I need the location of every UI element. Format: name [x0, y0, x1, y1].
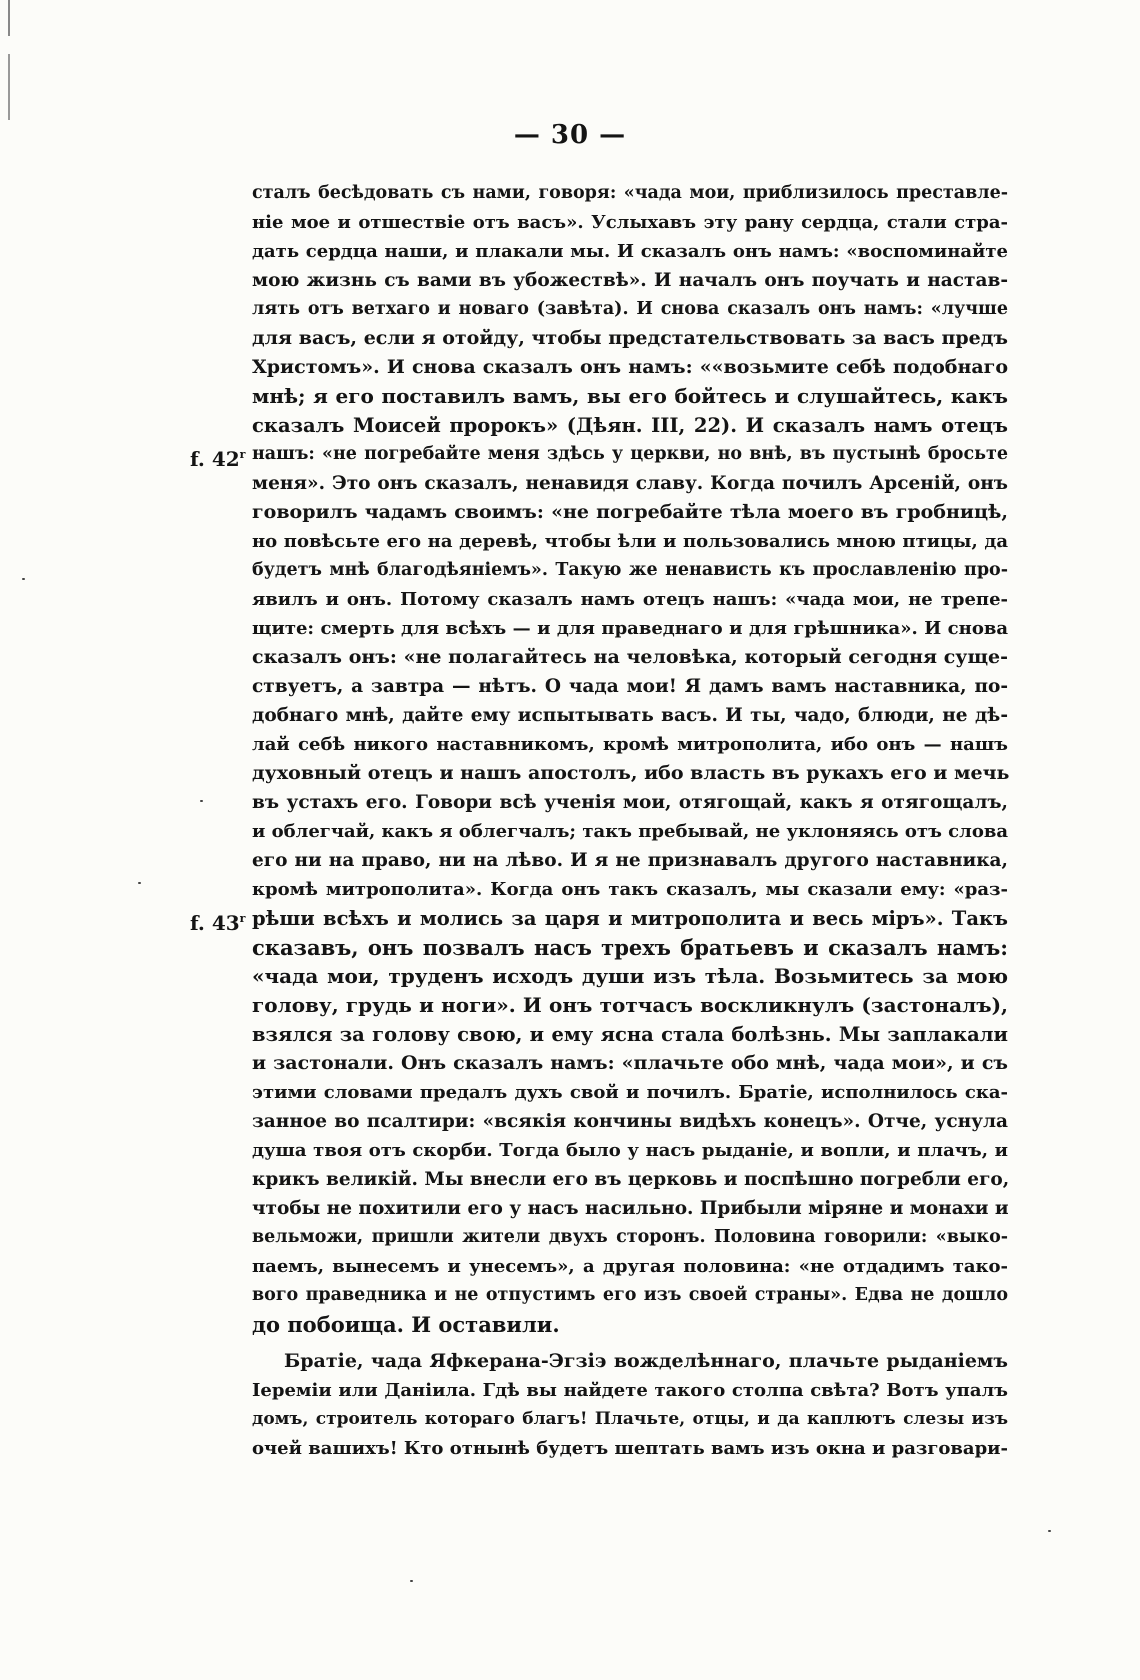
main-text — [252, 179, 1008, 1463]
text-line: для васъ, если я отойду, чтобы предстательствовать за васъ предъ — [252, 327, 1008, 349]
text-line: лай себѣ никого наставникомъ, кромѣ митрополита, ибо онъ — нашъ — [252, 734, 1008, 755]
text-line: добнаго мнѣ, дайте ему испытывать васъ. И ты, чадо, блюди, не дѣ- — [252, 705, 1008, 726]
text-line: ствуетъ, а завтра — нѣтъ. О чада мои! Я дамъ вамъ наставника, по- — [252, 676, 1008, 697]
text-line: «чада мои, труденъ исходъ души изъ тѣла. Возьмитесь за мою — [252, 964, 1008, 988]
margin-folio-ref — [190, 440, 245, 474]
paper-speck — [22, 578, 25, 580]
paper-speck — [200, 800, 203, 802]
text-line: Братіе, чада Яфкерана-Эгзіэ вожделѣннаго, плачьте рыданіемъ — [284, 1350, 1008, 1372]
text-line: рѣши всѣхъ и молись за царя и митрополита и весь міръ». Такъ — [252, 907, 1008, 930]
text-line: духовный отецъ и нашъ апостолъ, ибо власть въ рукахъ его и мечь — [252, 762, 1010, 784]
margin-folio-sup: r — [239, 912, 246, 925]
text-line: меня». Это онъ сказалъ, ненавидя славу. Когда почилъ Арсеній, онъ — [252, 473, 1008, 494]
margin-folio-ref — [190, 904, 245, 938]
text-line: ніе мое и отшествіе отъ васъ». Услыхавъ эту рану сердца, стали стра- — [252, 212, 1008, 233]
text-line: дать сердца наши, и плакали мы. И сказалъ онъ намъ: «воспоминайте — [252, 241, 1008, 262]
margin-folio-label: f. 42 — [190, 447, 240, 471]
paper-speck — [1048, 1530, 1051, 1532]
text-line: голову, грудь и ноги». И онъ тотчасъ воскликнулъ (застоналъ), — [252, 993, 1008, 1017]
text-line: до побоища. И оставили. — [252, 1312, 560, 1337]
text-line: и застонали. Онъ сказалъ намъ: «плачьте обо мнѣ, чада мои», и съ — [252, 1052, 1008, 1074]
text-line: мнѣ; я его поставилъ вамъ, вы его бойтесь и слушайтесь, какъ — [252, 384, 1008, 408]
paper-speck — [138, 882, 141, 884]
text-line: кромѣ митрополита». Когда онъ такъ сказалъ, мы сказали ему: «раз- — [252, 879, 1008, 900]
text-line: сталъ бесѣдовать съ нами, говоря: «чада мои, приблизилось преставле- — [252, 183, 1008, 203]
text-line: Іереміи или Даніила. Гдѣ вы найдете такого столпа свѣта? Вотъ упалъ — [252, 1380, 1008, 1401]
text-line: сказалъ онъ: «не полагайтесь на человѣка, который сегодня суще- — [252, 646, 1008, 668]
text-line: вого праведника и не отпустимъ его изъ своей страны». Едва не дошло — [252, 1285, 1008, 1305]
text-line: паемъ, вынесемъ и унесемъ», а другая половина: «не отдадимъ тако- — [252, 1256, 1008, 1277]
text-line: но повѣсьте его на деревѣ, чтобы ѣли и пользовались мною птицы, да — [252, 531, 1008, 552]
text-line: мою жизнь съ вами въ убожествѣ». И началъ онъ поучать и настав- — [252, 270, 1008, 291]
text-line: этими словами предалъ духъ свой и почилъ. Братіе, исполнилось ска- — [252, 1082, 1008, 1103]
text-line: сказалъ Моисей пророкъ» (Дѣян. III, 22). И сказалъ намъ отецъ — [252, 414, 1008, 437]
text-line: крикъ великій. Мы внесли его въ церковь и поспѣшно погребли его, — [252, 1169, 1010, 1190]
paragraph-gap — [252, 1339, 1008, 1347]
text-line: вельможи, пришли жители двухъ сторонъ. Половина говорили: «выко- — [252, 1227, 1008, 1247]
text-line: щите: смерть для всѣхъ — и для праведнаго и для грѣшника». И снова — [252, 618, 1008, 639]
text-line: душа твоя отъ скорби. Тогда было у насъ рыданіе, и вопли, и плачъ, и — [252, 1140, 1008, 1161]
paragraph-1 — [252, 179, 1008, 1339]
text-line: взялся за голову свою, и ему ясна стала болѣзнь. Мы заплакали — [252, 1023, 1008, 1046]
margin-folio-sup: r — [239, 448, 246, 461]
paper-speck — [410, 1580, 413, 1582]
text-line: явилъ и онъ. Потому сказалъ намъ отецъ нашъ: «чада мои, не трепе- — [252, 589, 1008, 610]
text-line: говорилъ чадамъ своимъ: «не погребайте тѣла моего въ гробницѣ, — [252, 501, 1008, 523]
text-line: нашъ: «не погребайте меня здѣсь у церкви, но внѣ, въ пустынѣ бросьте — [252, 444, 1008, 464]
text-line: его ни на право, ни на лѣво. И я не признавалъ другого наставника, — [252, 850, 1008, 871]
page-number: — 30 — — [513, 120, 627, 150]
text-line: и облегчай, какъ я облегчалъ; такъ пребывай, не уклоняясь отъ слова — [252, 821, 1008, 842]
text-line: домъ, строитель котораго благъ! Плачьте, отцы, и да каплютъ слезы изъ — [252, 1409, 1008, 1429]
text-line: чтобы не похитили его у насъ насильно. Прибыли міряне и монахи и — [252, 1198, 1009, 1219]
paragraph-2 — [252, 1347, 1008, 1463]
text-line: занное во псалтири: «всякія кончины видѣхъ конецъ». Отче, уснула — [252, 1111, 1008, 1132]
text-line: сказавъ, онъ позвалъ насъ трехъ братьевъ и сказалъ намъ: — [252, 935, 1008, 960]
text-line: лять отъ ветхаго и новаго (завѣта). И снова сказалъ онъ намъ: «лучше — [252, 299, 1008, 319]
text-line: Христомъ». И снова сказалъ онъ намъ: ««возьмите себѣ подобнаго — [252, 356, 1008, 378]
text-line: въ устахъ его. Говори всѣ ученія мои, отягощай, какъ я отягощалъ, — [252, 792, 1008, 813]
margin-folio-label: f. 43 — [190, 911, 240, 935]
text-line: очей вашихъ! Кто отнынѣ будетъ шептать вамъ изъ окна и разговари- — [252, 1438, 1008, 1459]
text-line: будетъ мнѣ благодѣяніемъ». Такую же ненависть къ прославленію про- — [252, 560, 1008, 580]
page-edge-mark — [8, 0, 10, 120]
